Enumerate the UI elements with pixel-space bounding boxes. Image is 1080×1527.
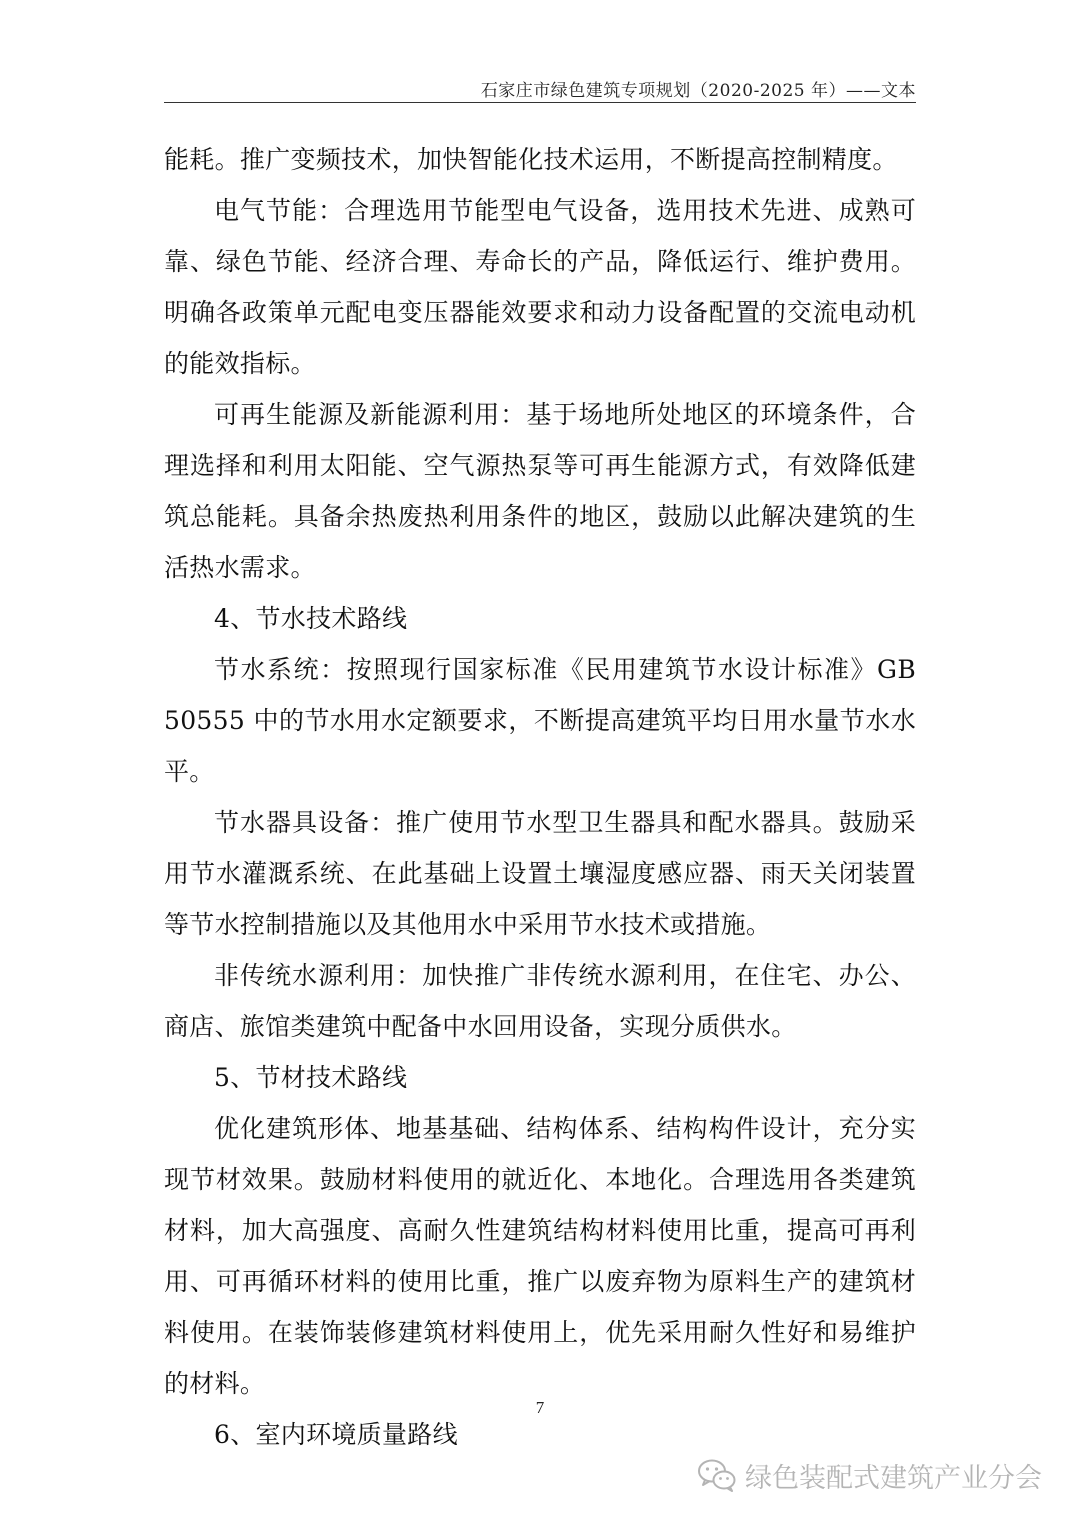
watermark-text: 绿色装配式建筑产业分会	[745, 1462, 1042, 1494]
section-heading-material-saving: 5、节材技术路线	[214, 1063, 408, 1092]
paragraph-nontraditional-water: 非传统水源利用：加快推广非传统水源利用，在住宅、办公、商店、旅馆类建筑中配备中水回用设备，实现分质供水。	[164, 961, 916, 1041]
header-divider	[164, 102, 916, 103]
paragraph-material-saving: 优化建筑形体、地基基础、结构体系、结构构件设计，充分实现节材效果。鼓励材料使用的就近化、本地化。合理选用各类建筑材料，加大高强度、高耐久性建筑结构材料使用比重，提高可再利用、可再循环材料的使用比重，推广以废弃物为原料生产的建筑材料使用。在装饰装修建筑材料使用上，优先采用耐久性好和易维护的材料。	[164, 1114, 916, 1398]
section-heading-water-saving: 4、节水技术路线	[214, 604, 408, 633]
running-header: 石家庄市绿色建筑专项规划（2020-2025 年）——文本	[480, 81, 916, 101]
document-body	[164, 134, 916, 1460]
paragraph-water-fixtures: 节水器具设备：推广使用节水型卫生器具和配水器具。鼓励采用节水灌溉系统、在此基础上设置土壤湿度感应器、雨天关闭装置等节水控制措施以及其他用水中采用节水技术或措施。	[164, 808, 916, 939]
section-heading-indoor-environment: 6、室内环境质量路线	[214, 1420, 458, 1449]
paragraph-renewable-energy: 可再生能源及新能源利用：基于场地所处地区的环境条件，合理选择和利用太阳能、空气源热泵等可再生能源方式，有效降低建筑总能耗。具备余热废热利用条件的地区，鼓励以此解决建筑的生活热水需求。	[164, 400, 916, 582]
paragraph-electrical-saving: 电气节能：合理选用节能型电气设备，选用技术先进、成熟可靠、绿色节能、经济合理、寿命长的产品，降低运行、维护费用。明确各政策单元配电变压器能效要求和动力设备配置的交流电动机的能效指标。	[164, 196, 916, 378]
paragraph-continuation: 能耗。推广变频技术，加快智能化技术运用，不断提高控制精度。	[164, 145, 898, 174]
watermark	[697, 1452, 1042, 1498]
wechat-icon	[697, 1458, 737, 1492]
page-number: 7	[535, 1398, 545, 1417]
paragraph-water-system: 节水系统：按照现行国家标准《民用建筑节水设计标准》GB 50555 中的节水用水定额要求，不断提高建筑平均日用水量节水水平。	[164, 655, 916, 786]
